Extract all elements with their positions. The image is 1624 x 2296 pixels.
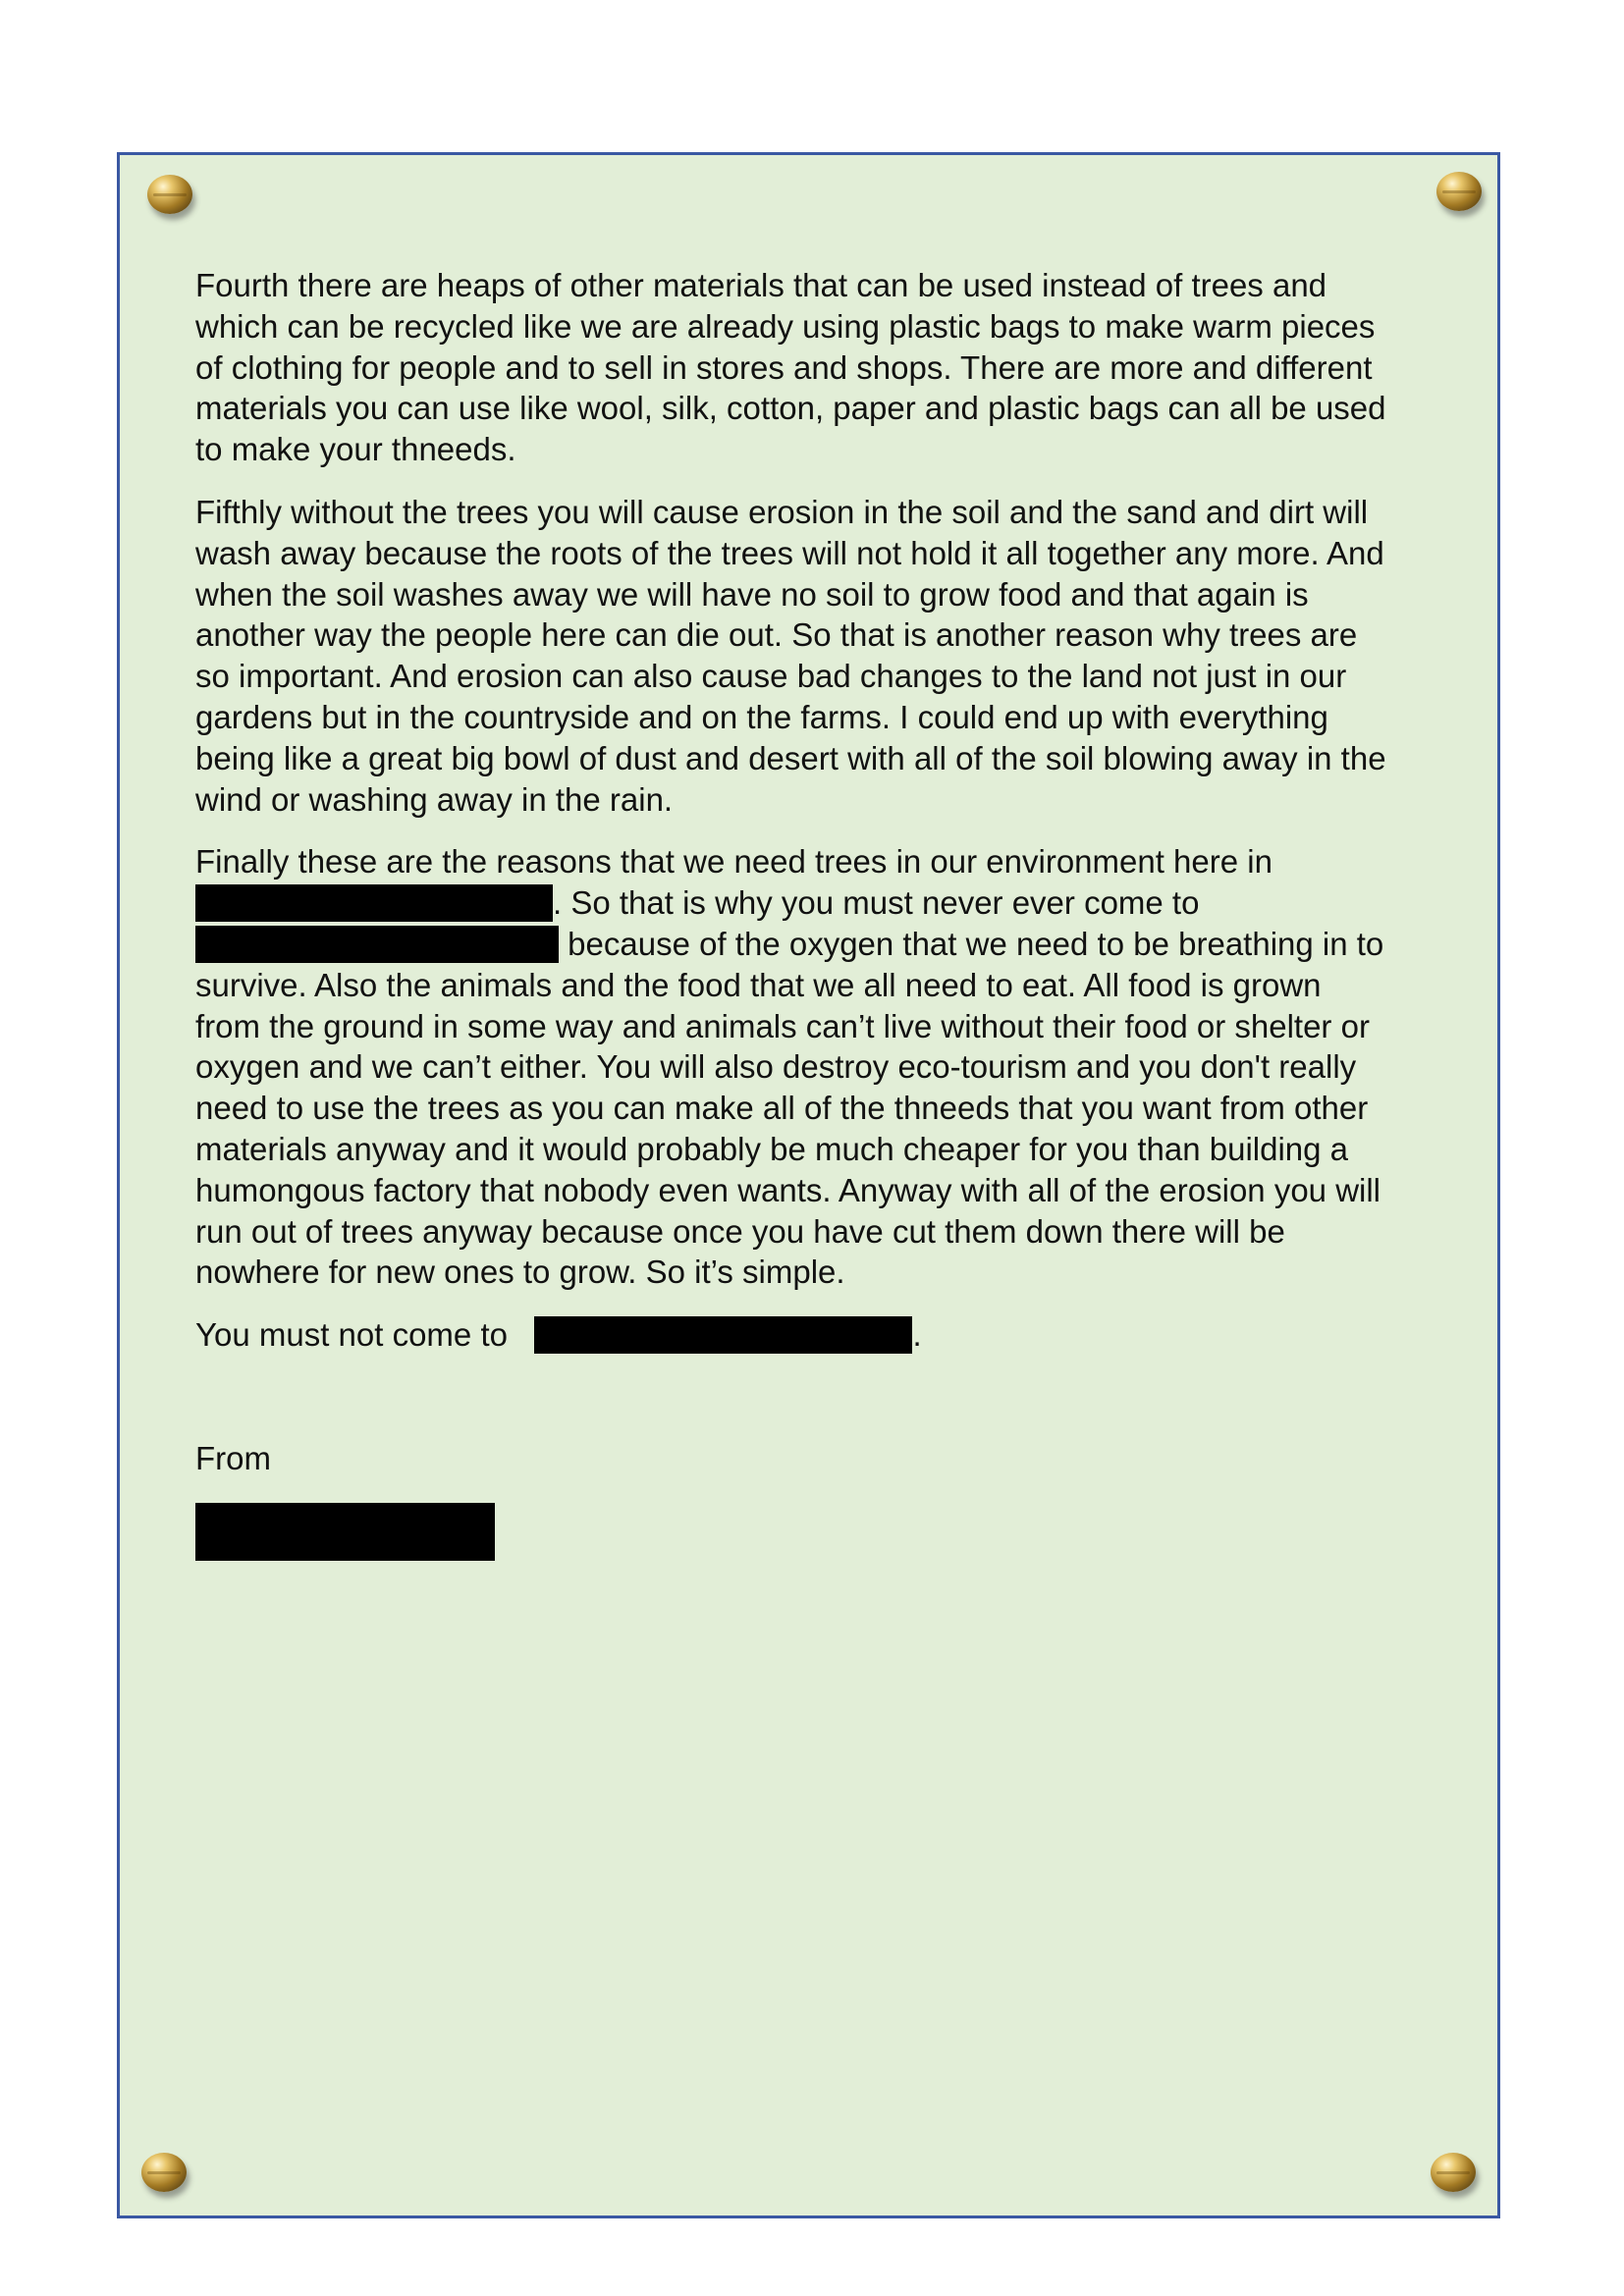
- conclusion-text-part-1: Finally these are the reasons that we need trees in our environment here in: [195, 843, 1272, 881]
- redacted-signature: [195, 1503, 495, 1561]
- from-label: From: [195, 1439, 271, 1476]
- sign-off: [195, 1438, 1393, 1561]
- top-right-screw-icon: [1436, 172, 1482, 211]
- conclusion-text-part-3: because of the oxygen that we need to be breathing in to survive. Also the animals and the food that we all need to eat. All food is grown from the ground in some way and animals can’t live without their food or shelter or oxygen and we can’t either. You will also destroy eco-tourism and you don't really need to use the trees as you can make all of the thneeds that you want from other materials anyway and it would probably be much cheaper for you than building a humongous factory that nobody even wants. Anyway with all of the erosion you will run out of trees anyway because once you have cut them down there will be nowhere for new ones to grow. So it’s simple.: [195, 925, 1384, 1291]
- bottom-left-screw-icon: [141, 2153, 187, 2192]
- redacted-place-name-2: [195, 926, 559, 963]
- paragraph-final-statement: [195, 1314, 1393, 1356]
- final-statement-text: You must not come to: [195, 1316, 508, 1354]
- conclusion-text-part-2: . So that is why you must never ever come to: [553, 884, 1200, 922]
- final-statement-period: .: [912, 1316, 922, 1354]
- letter-body: [195, 265, 1393, 1561]
- bottom-right-screw-icon: [1431, 2153, 1476, 2192]
- paragraph-erosion: Fifthly without the trees you will cause erosion in the soil and the sand and dirt will wash away because the roots of the trees will not hold it all together any more. And when the soil washes away we will have no soil to grow food and that again is another way the people here can die out. So that is another reason why trees are so important. And erosion can also cause bad changes to the land not just in our gardens but in the countryside and on the farms. I could end up with everything being like a great big bowl of dust and desert with all of the soil blowing away in the wind or washing away in the rain.: [195, 493, 1386, 818]
- paragraph-alternative-materials: Fourth there are heaps of other materials that can be used instead of trees and which can be recycled like we are already using plastic bags to make warm pieces of clothing for people and to sell in stores and shops. There are more and different materials you can use like wool, silk, cotton, paper and plastic bags can all be used to make your thneeds.: [195, 267, 1386, 468]
- top-left-screw-icon: [147, 175, 192, 214]
- redacted-place-name-3: [534, 1316, 912, 1354]
- paragraph-conclusion: [195, 841, 1393, 1293]
- redacted-place-name-1: [195, 884, 553, 922]
